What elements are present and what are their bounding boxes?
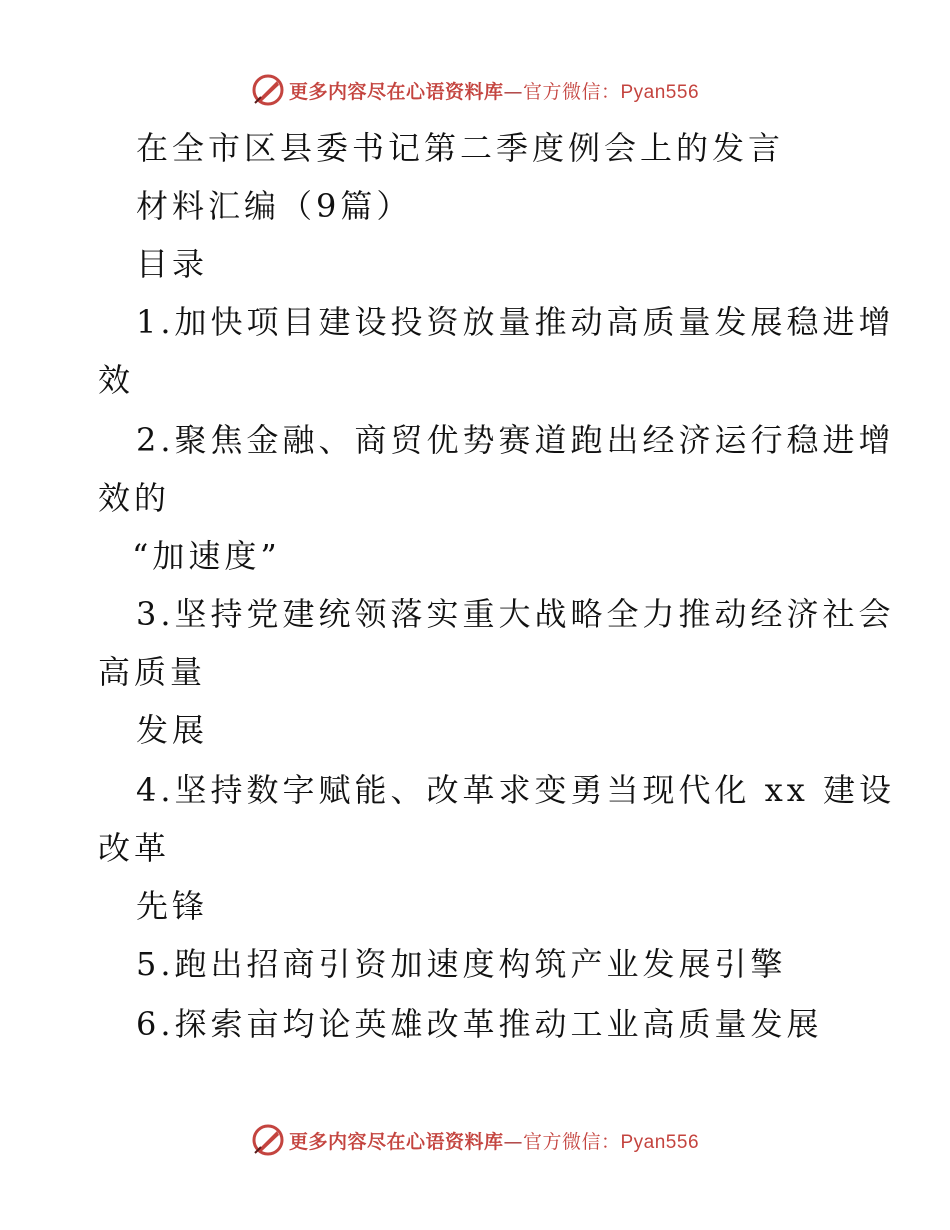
watermark-official: 官方微信： <box>522 80 621 103</box>
watermark-brand: 更多内容尽在心语资料库 <box>288 1130 504 1153</box>
toc-item-2-line-2: 效的 <box>98 479 171 517</box>
quill-seal-icon <box>251 73 285 107</box>
toc-item-1-line-1: 1.加快项目建设投资放量推动高质量发展稳进增 <box>136 303 895 341</box>
watermark-text <box>289 77 699 104</box>
toc-item-4-line-2: 改革 <box>98 829 171 867</box>
watermark-separator: — <box>503 80 523 103</box>
toc-item-4-line-3: 先锋 <box>136 887 209 925</box>
toc-item-1-line-2: 效 <box>98 361 135 399</box>
watermark-wechat-id: Pyan556 <box>620 1131 700 1153</box>
watermark-text <box>289 1127 699 1154</box>
toc-item-4-line-1: 4.坚持数字赋能、改革求变勇当现代化 xx 建设 <box>136 771 895 809</box>
toc-item-2-line-1: 2.聚焦金融、商贸优势赛道跑出经济运行稳进增 <box>136 421 895 459</box>
toc-item-3-line-3: 发展 <box>136 711 209 749</box>
toc-item-2-line-3: “加速度” <box>132 537 281 575</box>
toc-item-6: 6.探索亩均论英雄改革推动工业高质量发展 <box>136 1005 823 1043</box>
document-title-line-1: 在全市区县委书记第二季度例会上的发言 <box>136 129 785 167</box>
document-title-line-2: 材料汇编（9篇） <box>136 187 413 225</box>
quill-seal-icon <box>251 1123 285 1157</box>
watermark-separator: — <box>503 1130 523 1153</box>
watermark-official: 官方微信： <box>522 1130 621 1153</box>
watermark-brand: 更多内容尽在心语资料库 <box>288 80 504 103</box>
toc-item-3-line-2: 高质量 <box>98 653 207 691</box>
toc-item-5: 5.跑出招商引资加速度构筑产业发展引擎 <box>136 945 787 983</box>
toc-item-3-line-1: 3.坚持党建统领落实重大战略全力推动经济社会 <box>136 595 895 633</box>
watermark-wechat-id: Pyan556 <box>620 81 700 103</box>
toc-heading: 目录 <box>136 245 209 283</box>
header-watermark <box>0 70 950 110</box>
footer-watermark <box>0 1120 950 1160</box>
